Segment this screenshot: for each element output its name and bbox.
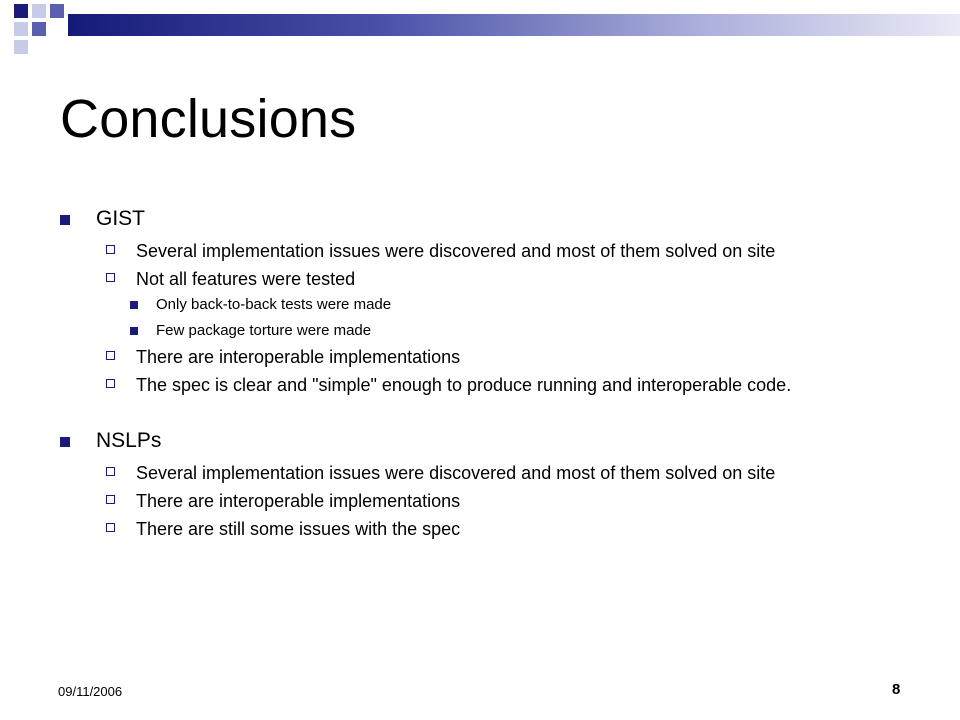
hollow-square-bullet-icon (106, 245, 115, 254)
list-item-text: The spec is clear and "simple" enough to produce running and interoperable code. (136, 375, 792, 395)
list-item (60, 518, 920, 540)
section-heading-nslps (60, 426, 920, 456)
list-item-text: There are interoperable implementations (136, 491, 461, 511)
list-item (60, 268, 920, 290)
section-label: GIST (96, 207, 146, 230)
hollow-square-bullet-icon (106, 495, 115, 504)
decor-square (14, 4, 28, 18)
footer-date: 09/11/2006 (58, 684, 123, 699)
sub-list-item (60, 321, 920, 341)
header-gradient-bar (68, 14, 960, 36)
section-heading-gist (60, 204, 920, 234)
hollow-square-bullet-icon (106, 351, 115, 360)
decor-square (32, 22, 46, 36)
hollow-square-bullet-icon (106, 523, 115, 532)
decor-square (32, 4, 46, 18)
sub-list-item-text: Few package torture were made (156, 322, 372, 339)
decor-square (14, 40, 28, 54)
sub-list-item-text: Only back-to-back tests were made (156, 296, 392, 313)
decor-square (50, 4, 64, 18)
hollow-square-bullet-icon (106, 379, 115, 388)
page-number: 8 (892, 681, 901, 698)
list-item (60, 374, 920, 396)
square-bullet-icon (130, 301, 138, 309)
hollow-square-bullet-icon (106, 273, 115, 282)
square-bullet-icon (130, 327, 138, 335)
hollow-square-bullet-icon (106, 467, 115, 476)
square-bullet-icon (60, 215, 70, 225)
sub-list-item (60, 295, 920, 315)
slide-body (60, 204, 920, 540)
slide-title: Conclusions (60, 89, 357, 149)
decor-square (14, 22, 28, 36)
list-item (60, 462, 920, 484)
list-item-text: Not all features were tested (136, 269, 356, 289)
list-item (60, 240, 920, 262)
square-bullet-icon (60, 437, 70, 447)
list-item-text: There are interoperable implementations (136, 347, 461, 367)
list-item-text: There are still some issues with the spec (136, 519, 461, 539)
list-item-text: Several implementation issues were discovered and most of them solved on site (136, 241, 776, 261)
list-item (60, 490, 920, 512)
list-item (60, 346, 920, 368)
section-label: NSLPs (96, 429, 162, 452)
list-item-text: Several implementation issues were discovered and most of them solved on site (136, 463, 776, 483)
